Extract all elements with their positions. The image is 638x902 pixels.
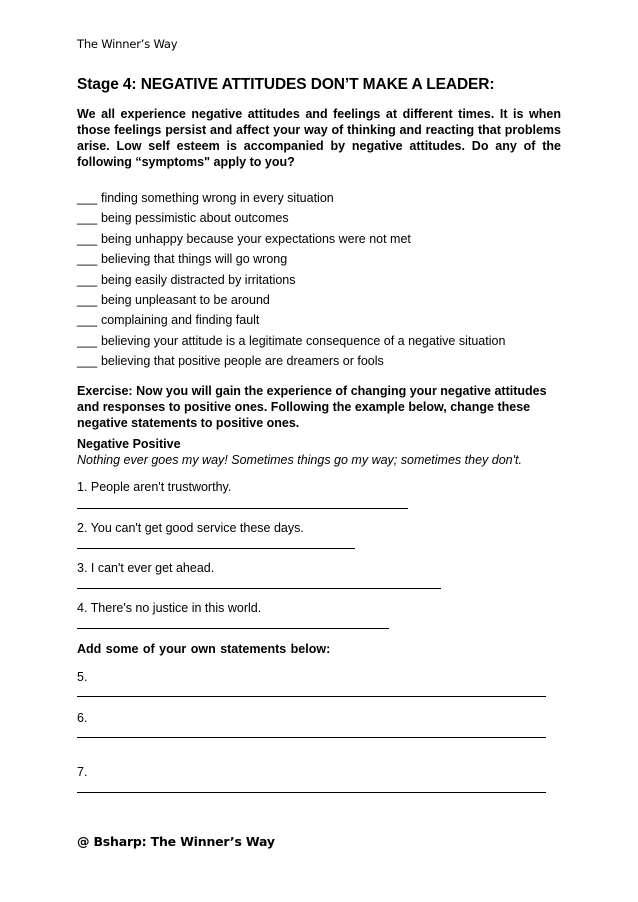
answer-line-1[interactable] [77, 508, 408, 509]
symptom-text: being pessimistic about outcomes [100, 211, 289, 226]
symptom-item [77, 249, 505, 269]
statement-3: 3. I can't ever get ahead. [77, 561, 215, 575]
statement-1: 1. People aren't trustworthy. [77, 480, 232, 494]
statement-2: 2. You can't get good service these days. [77, 521, 304, 535]
answer-line-6[interactable] [77, 737, 546, 738]
symptom-item [77, 290, 505, 310]
check-blank[interactable]: ___ [77, 293, 97, 308]
stage-title: Stage 4: NEGATIVE ATTITUDES DON’T MAKE A LEADER: [77, 76, 495, 93]
symptom-item [77, 351, 505, 371]
symptom-text: being unpleasant to be around [100, 293, 270, 308]
answer-line-4[interactable] [77, 628, 389, 629]
check-blank[interactable]: ___ [77, 252, 97, 267]
check-blank[interactable]: ___ [77, 333, 97, 348]
own-statement-7: 7. [77, 765, 88, 779]
running-header: The Winner’s Way [77, 37, 178, 51]
symptom-text: being easily distracted by irritations [100, 272, 296, 287]
own-statement-6: 6. [77, 711, 88, 725]
check-blank[interactable]: ___ [77, 211, 97, 226]
answer-line-3[interactable] [77, 588, 441, 589]
own-statements-heading: Add some of your own statements below: [77, 642, 331, 656]
check-blank[interactable]: ___ [77, 354, 97, 369]
intro-paragraph: We all experience negative attitudes and feelings at different times. It is when those feelings persist and affect your way of thinking and reacting that problems arise. Low self esteem is accompanied by negative attitudes. Do any of the following “symptoms" apply to you? [77, 107, 561, 169]
answer-line-7[interactable] [77, 792, 546, 793]
symptom-text: believing that things will go wrong [100, 252, 288, 267]
symptom-text: finding something wrong in every situation [100, 191, 334, 205]
symptom-item [77, 310, 505, 330]
check-blank[interactable]: ___ [77, 272, 97, 287]
answer-line-5[interactable] [77, 696, 546, 697]
page-footer: @ Bsharp: The Winner’s Way [77, 834, 275, 849]
symptom-item [77, 208, 505, 228]
answer-line-2[interactable] [77, 548, 355, 549]
check-blank[interactable]: ___ [77, 191, 97, 205]
check-blank[interactable]: ___ [77, 231, 97, 246]
check-blank[interactable]: ___ [77, 313, 97, 328]
symptom-item [77, 270, 505, 290]
symptom-text: believing your attitude is a legitimate consequence of a negative situation [100, 333, 506, 348]
symptom-text: complaining and finding fault [100, 313, 260, 328]
negative-positive-heading: Negative Positive [77, 437, 181, 451]
statement-4: 4. There's no justice in this world. [77, 601, 262, 615]
negative-positive-example: Nothing ever goes my way! Sometimes things go my way; sometimes they don't. [77, 453, 522, 467]
symptom-text: believing that positive people are dreamers or fools [100, 354, 384, 369]
exercise-instructions: Exercise: Now you will gain the experience of changing your negative attitudes and responses to positive ones. Following the example below, change these negative statements to positive ones. [77, 384, 547, 430]
symptom-checklist [77, 188, 505, 372]
symptom-item [77, 188, 505, 208]
own-statement-5: 5. [77, 670, 88, 684]
symptom-item [77, 331, 505, 351]
symptom-text: being unhappy because your expectations were not met [100, 231, 411, 246]
symptom-item [77, 229, 505, 249]
